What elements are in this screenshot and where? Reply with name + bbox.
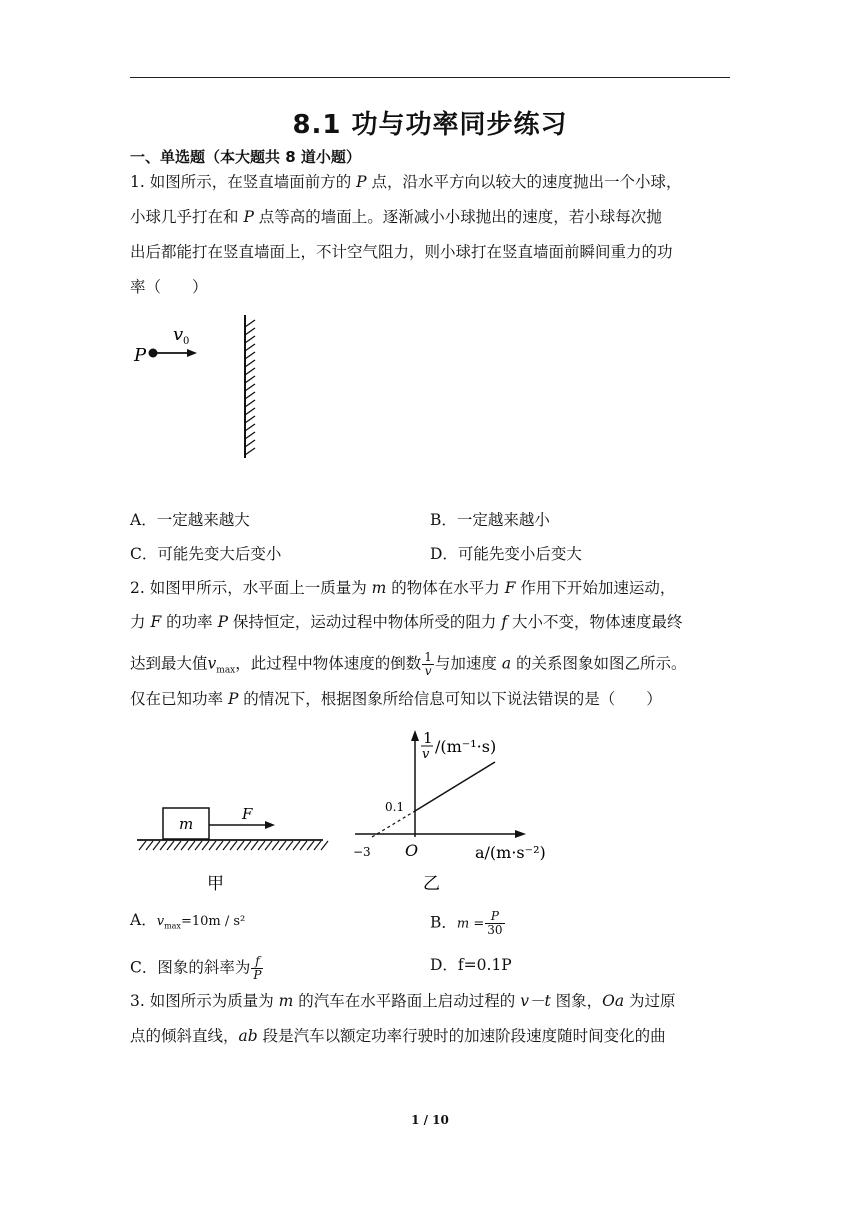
- ground-hatch-line: [160, 841, 167, 850]
- q2-line-4: 仅在已知功率 P 的情况下，根据图象所给信息可知以下说法错误的是（ ）: [130, 690, 662, 708]
- ground-hatch-line: [188, 841, 195, 850]
- ground-hatch-line: [265, 841, 272, 850]
- q2-fig-m-label: m: [179, 815, 194, 833]
- q2-fig-ground-hatching: [139, 841, 328, 850]
- q1-line-4: 率（ ）: [130, 278, 208, 296]
- ground-hatch-line: [223, 841, 230, 850]
- ground-hatch-line: [195, 841, 202, 850]
- ground-hatch-line: [167, 841, 174, 850]
- wall-hatch-line: [245, 320, 255, 327]
- ground-hatch-line: [237, 841, 244, 850]
- q2-figure-yi: [345, 725, 565, 895]
- q2-fig-force-arrowhead: [265, 821, 275, 829]
- page-number: 1 / 10: [411, 1113, 449, 1127]
- ground-hatch-line: [258, 841, 265, 850]
- q2-fig-yi-caption: 乙: [423, 874, 440, 894]
- q1-fig-arrowhead: [187, 349, 197, 357]
- q1-fig-v-label: v: [173, 324, 184, 345]
- ground-hatch-line: [174, 841, 181, 850]
- wall-hatch-line: [245, 424, 255, 431]
- q2-fig-f-label: F: [242, 805, 253, 823]
- q2-line-2: 力 F 的功率 P 保持恒定，运动过程中物体所受的阻力 f 大小不变，物体速度最终: [130, 613, 683, 631]
- ground-hatch-line: [321, 841, 328, 850]
- q1-fig-wall-hatching: [245, 320, 255, 455]
- wall-hatch-line: [245, 408, 255, 415]
- wall-hatch-line: [245, 432, 255, 439]
- q1-option-b: B．一定越来越小: [430, 511, 550, 529]
- ground-hatch-line: [251, 841, 258, 850]
- q2-fig-x-arrowhead: [515, 830, 526, 838]
- wall-hatch-line: [245, 360, 255, 367]
- ground-hatch-line: [300, 841, 307, 850]
- q2-fig-neg3-label: −3: [353, 845, 371, 859]
- q1-fig-v-subscript: 0: [183, 336, 190, 347]
- ground-hatch-line: [230, 841, 237, 850]
- q1-option-d: D．可能先变小后变大: [430, 545, 582, 563]
- q1-line-2: 小球几乎打在和 P 点等高的墙面上。逐渐减小小球抛出的速度，若小球每次抛: [130, 208, 662, 226]
- ground-hatch-line: [216, 841, 223, 850]
- wall-hatch-line: [245, 440, 255, 447]
- wall-hatch-line: [245, 376, 255, 383]
- section-heading: 一、单选题（本大题共 8 道小题）: [130, 148, 361, 166]
- wall-hatch-line: [245, 368, 255, 375]
- wall-hatch-line: [245, 328, 255, 335]
- ground-hatch-line: [286, 841, 293, 850]
- q3-line-2: 点的倾斜直线，ab 段是汽车以额定功率行驶时的加速阶段速度随时间变化的曲: [130, 1027, 666, 1045]
- q1-figure: [125, 310, 275, 465]
- q2-fig-y-label: /(m⁻¹·s): [435, 737, 497, 756]
- ground-hatch-line: [279, 841, 286, 850]
- ground-hatch-line: [314, 841, 321, 850]
- ground-hatch-line: [146, 841, 153, 850]
- q1-fig-p-label: P: [134, 345, 147, 366]
- q2-option-a: A．$v_{max}=10m / s^2$: [130, 911, 246, 931]
- q2-reciprocal-fraction: $\frac{1}{v}$: [424, 650, 432, 678]
- q1-option-c: C．可能先变大后变小: [130, 545, 282, 563]
- q1-line-3: 出后都能打在竖直墙面上，不计空气阻力，则小球打在竖直墙面前瞬间重力的功: [130, 243, 673, 261]
- wall-hatch-line: [245, 400, 255, 407]
- wall-hatch-line: [245, 336, 255, 343]
- q2-fig-jia-caption: 甲: [207, 874, 224, 894]
- wall-hatch-line: [245, 392, 255, 399]
- ground-hatch-line: [272, 841, 279, 850]
- ground-hatch-line: [307, 841, 314, 850]
- page-title: 8.1 功与功率同步练习: [292, 110, 568, 140]
- ground-hatch-line: [202, 841, 209, 850]
- ground-hatch-line: [181, 841, 188, 850]
- q2-fig-x-label: a/(m·s⁻²): [475, 843, 546, 862]
- q2-option-d: D．f=0.1P: [430, 956, 512, 974]
- q2-line-3: 达到最大值$v_{max}$，此过程中物体速度的倒数 $\frac{1}{v}$ 与加速度 a 的关系图象如图乙所示。: [130, 650, 687, 678]
- q1-line-1: 1. 如图所示，在竖直墙面前方的 P 点，沿水平方向以较大的速度抛出一个小球，: [130, 173, 682, 191]
- q2-fig-y-frac-den: v: [422, 747, 430, 762]
- wall-hatch-line: [245, 416, 255, 423]
- q2-option-b: B．m = $\frac{P}{30}$: [430, 909, 503, 937]
- q2-fig-y-arrowhead: [411, 730, 419, 741]
- ground-hatch-line: [244, 841, 251, 850]
- q2-fig-extrapolation: [372, 811, 415, 837]
- header-rule: [130, 77, 730, 78]
- wall-hatch-line: [245, 344, 255, 351]
- q2-fig-graph-line: [415, 762, 495, 811]
- ground-hatch-line: [293, 841, 300, 850]
- q2-fig-origin-label: O: [405, 841, 419, 860]
- q3-line-1: 3. 如图所示为质量为 m 的汽车在水平路面上启动过程的 v－t 图象，Oa 为过原: [130, 992, 676, 1010]
- q2-fig-intercept-label: 0.1: [385, 800, 405, 814]
- q1-option-a: A．一定越来越大: [130, 511, 250, 529]
- q2-fig-y-frac-num: 1: [423, 729, 433, 747]
- wall-hatch-line: [245, 448, 255, 455]
- ground-hatch-line: [139, 841, 146, 850]
- wall-hatch-line: [245, 384, 255, 391]
- q2-figure-jia: [135, 795, 330, 895]
- ground-hatch-line: [153, 841, 160, 850]
- wall-hatch-line: [245, 352, 255, 359]
- ground-hatch-line: [209, 841, 216, 850]
- q2-line-1: 2. 如图甲所示，水平面上一质量为 m 的物体在水平力 F 作用下开始加速运动，: [130, 579, 676, 597]
- q2-option-c: C．图象的斜率为 $\frac{f}{P}$: [130, 954, 262, 982]
